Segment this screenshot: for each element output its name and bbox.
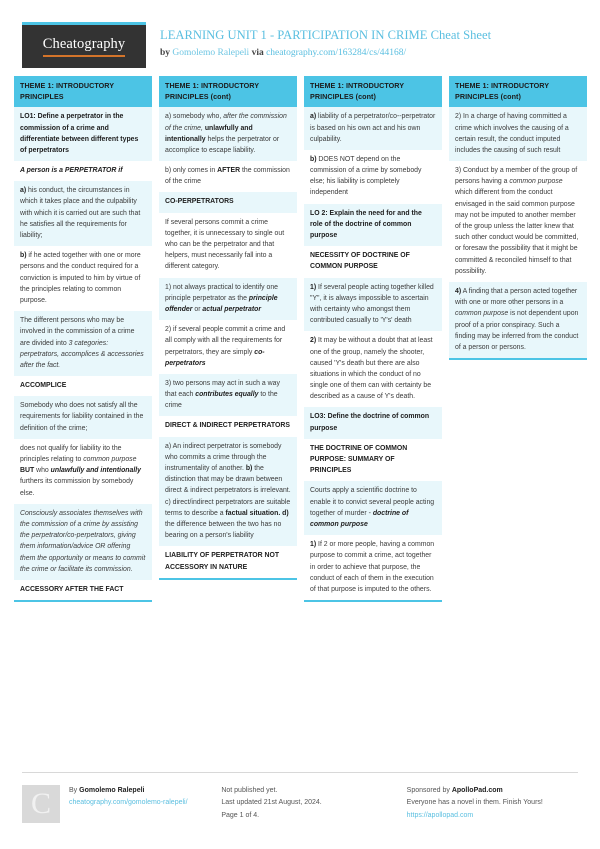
card-row: LO1: Define a perpetrator in the commission of a crime and differentiate between different types of perpetrators bbox=[14, 107, 152, 161]
cheat-sheet-columns bbox=[0, 76, 600, 609]
byline bbox=[160, 47, 491, 59]
byline-author[interactable]: Gomolemo Ralepeli bbox=[172, 47, 250, 58]
header-text-block bbox=[146, 22, 491, 59]
card-row: Somebody who does not satisfy all the requirements for liability contained in the definition of the crime; bbox=[14, 396, 152, 439]
card-title: THEME 1: INTRODUCTORY PRINCIPLES (cont) bbox=[449, 76, 587, 107]
byline-by-label: by bbox=[160, 47, 171, 58]
card-row: LO 2: Explain the need for and the role of the doctrine of common purpose bbox=[304, 204, 442, 247]
card-title: THEME 1: INTRODUCTORY PRINCIPLES bbox=[14, 76, 152, 107]
page-title-main: LEARNING UNIT 1 - PARTICIPATION IN CRIME bbox=[160, 28, 428, 42]
sponsor-tagline: Everyone has a novel in them. Finish Yours! bbox=[406, 799, 543, 807]
card-row: 2) if several people commit a crime and all comply with all the requirements for perpetrators, they are simply co-perpetrators bbox=[165, 326, 286, 367]
card-row: CO-PERPETRATORS bbox=[159, 192, 297, 212]
footer-sponsor-block bbox=[393, 772, 578, 823]
card-row: 1) If 2 or more people, having a common purpose to commit a crime, act together in order to achieve that purpose, the conduct of each of them in the execution of that purpose is imputed to the others. bbox=[310, 541, 435, 593]
card-row: b) only comes in AFTER the commission of the crime bbox=[165, 167, 290, 186]
footer-by-label: By bbox=[69, 787, 78, 794]
publish-status: Not published yet. bbox=[221, 787, 278, 794]
card-row: If several persons commit a crime together, it is unnecessary to single out who can be the perpetrator and that helpers, must necessarily fall into a different category. bbox=[165, 218, 285, 271]
card-row: THE DOCTRINE OF COMMON PURPOSE: SUMMARY OF PRINCIPLES bbox=[310, 444, 408, 475]
card-row: Consciously associates themselves with the commission of a crime by assisting the perpetrator/co-perpetrators, giving them information/advice OR offering them the opportunity or means to commit the crime or facilitate its commission. bbox=[14, 504, 152, 580]
page-info: Page 1 of 4. bbox=[221, 811, 260, 819]
card-row: 3) Conduct by a member of the group of persons having a common purpose which different from the conduct envisaged in the said common purpose may not be imputed to another member of the group unless the latter knew that such other conduct would be committed, or foresaw the possibility that it might be committed & reconciled himself to that possibility. bbox=[455, 167, 579, 275]
card-row: ACCOMPLICE bbox=[20, 382, 67, 390]
card-title: THEME 1: INTRODUCTORY PRINCIPLES (cont) bbox=[304, 76, 442, 107]
card-row: 3) two persons may act in such a way that each contributes equally to the crime bbox=[159, 374, 297, 417]
page-header bbox=[0, 0, 600, 70]
sponsor-link[interactable]: https://apollopad.com bbox=[406, 811, 474, 819]
footer-sponsor-text bbox=[407, 785, 543, 823]
footer-publish-text bbox=[221, 785, 321, 823]
card-title: THEME 1: INTRODUCTORY PRINCIPLES (cont) bbox=[159, 76, 297, 107]
byline-source-link[interactable]: cheatography.com/163284/cs/44168/ bbox=[266, 47, 407, 58]
card-row: a) his conduct, the circumstances in which it takes place and the culpability with which it is carried out are such that he satisfies all the requirements for liability; bbox=[14, 181, 152, 246]
byline-via-label: via bbox=[251, 47, 264, 58]
footer-author-line bbox=[69, 785, 188, 797]
footer-author-name: Gomolemo Ralepeli bbox=[79, 787, 145, 794]
column-1 bbox=[14, 76, 152, 609]
avatar: C bbox=[22, 785, 60, 823]
card-row: a) An indirect perpetrator is somebody who commits a crime through the instrumentality of another. b) the distinction that may be drawn between direct & indirect perpetrators is irrelevant. c) direct/indirect perpetrators are suitable terms to describe a factual situation. d) the difference between the two has no bearing on a person's liability bbox=[159, 437, 297, 547]
card-row: A person is a PERPETRATOR if bbox=[20, 167, 123, 175]
card-row: 4) A finding that a person acted together with one or more other persons in a common purpose is not dependent upon proof of a prior conspiracy. Such a finding may be inferred from the conduct of a person or persons. bbox=[449, 282, 587, 358]
card-row: LO3: Define the doctrine of common purpose bbox=[304, 407, 442, 438]
sponsor-line bbox=[407, 785, 543, 797]
card-rows bbox=[14, 107, 152, 600]
footer-publish-block bbox=[207, 772, 392, 823]
card-row: Courts apply a scientific doctrine to enable it to convict several people acting together of murder - doctrine of common purpose bbox=[304, 481, 442, 535]
column-4 bbox=[449, 76, 587, 367]
card-2 bbox=[159, 76, 297, 580]
card-3 bbox=[304, 76, 442, 602]
column-2 bbox=[159, 76, 297, 587]
column-3 bbox=[304, 76, 442, 609]
card-row: 1) If several people acting together killed "Y", it is always impossible to ascertain with certainty who amongst them contributed casually to 'Y's' death bbox=[304, 278, 442, 332]
logo-text: Cheatography bbox=[43, 36, 126, 57]
card-row: LIABILITY OF PERPETRATOR NOT ACCESSORY IN NATURE bbox=[165, 552, 280, 571]
card-row: does not qualify for liability ito the principles relating to common purpose BUT who unlawfully and intentionally furthers its commission by somebody else. bbox=[20, 444, 142, 497]
footer-author-text bbox=[69, 785, 188, 823]
page-title bbox=[160, 28, 491, 44]
card-rows bbox=[304, 107, 442, 600]
last-updated: Last updated 21st August, 2024. bbox=[221, 799, 322, 807]
page-title-suffix: Cheat Sheet bbox=[430, 28, 492, 42]
card-row: 2) In a charge of having committed a crime which involves the causing of a certain result, the conduct imputed includes the causing of such result bbox=[449, 107, 587, 161]
sponsor-prefix: Sponsored by bbox=[406, 787, 450, 794]
card-row: 2) It may be without a doubt that at least one of the group, namely the shooter, caused 'Y's death but there are also situations in which the conduct of no single one of them can with certainty be described as a cause of Y's death. bbox=[310, 337, 433, 401]
card-rows bbox=[449, 107, 587, 358]
cheatography-logo[interactable] bbox=[22, 22, 146, 68]
card-rows bbox=[159, 107, 297, 577]
card-row: b) DOES NOT depend on the commission of a crime by somebody else; his liability is completely independent bbox=[310, 155, 422, 197]
card-row: b) if he acted together with one or more persons and the conduct required for a conviction is imputed to him by virtue of the principles relating to common purpose. bbox=[20, 252, 141, 304]
card-4 bbox=[449, 76, 587, 360]
card-row: 1) not always practical to identify one principle perpetrator as the principle offender or actual perpetrator bbox=[159, 278, 297, 321]
card-row: a) liability of a perpetrator/co--perpetrator is based on his own act and his own culpability. bbox=[304, 107, 442, 150]
footer-author-block bbox=[22, 772, 207, 823]
card-row: NECESSITY OF DOCTRINE OF COMMON PURPOSE bbox=[310, 252, 410, 271]
card-row: DIRECT & INDIRECT PERPETRATORS bbox=[165, 422, 290, 430]
card-row: ACCESSORY AFTER THE FACT bbox=[20, 585, 124, 593]
card-row: The different persons who may be involved in the commission of a crime are divided into 3 categories: perpetrators, accomplices & accessories after the fact. bbox=[14, 311, 152, 376]
card-row: a) somebody who, after the commission of the crime, unlawfully and intentionally helps the perpetrator or accomplice to escape liability. bbox=[159, 107, 297, 161]
page-footer bbox=[0, 772, 600, 823]
footer-author-link[interactable]: cheatography.com/gomolemo-ralepeli/ bbox=[69, 799, 188, 807]
card-1 bbox=[14, 76, 152, 602]
sponsor-name: ApolloPad.com bbox=[451, 787, 503, 794]
